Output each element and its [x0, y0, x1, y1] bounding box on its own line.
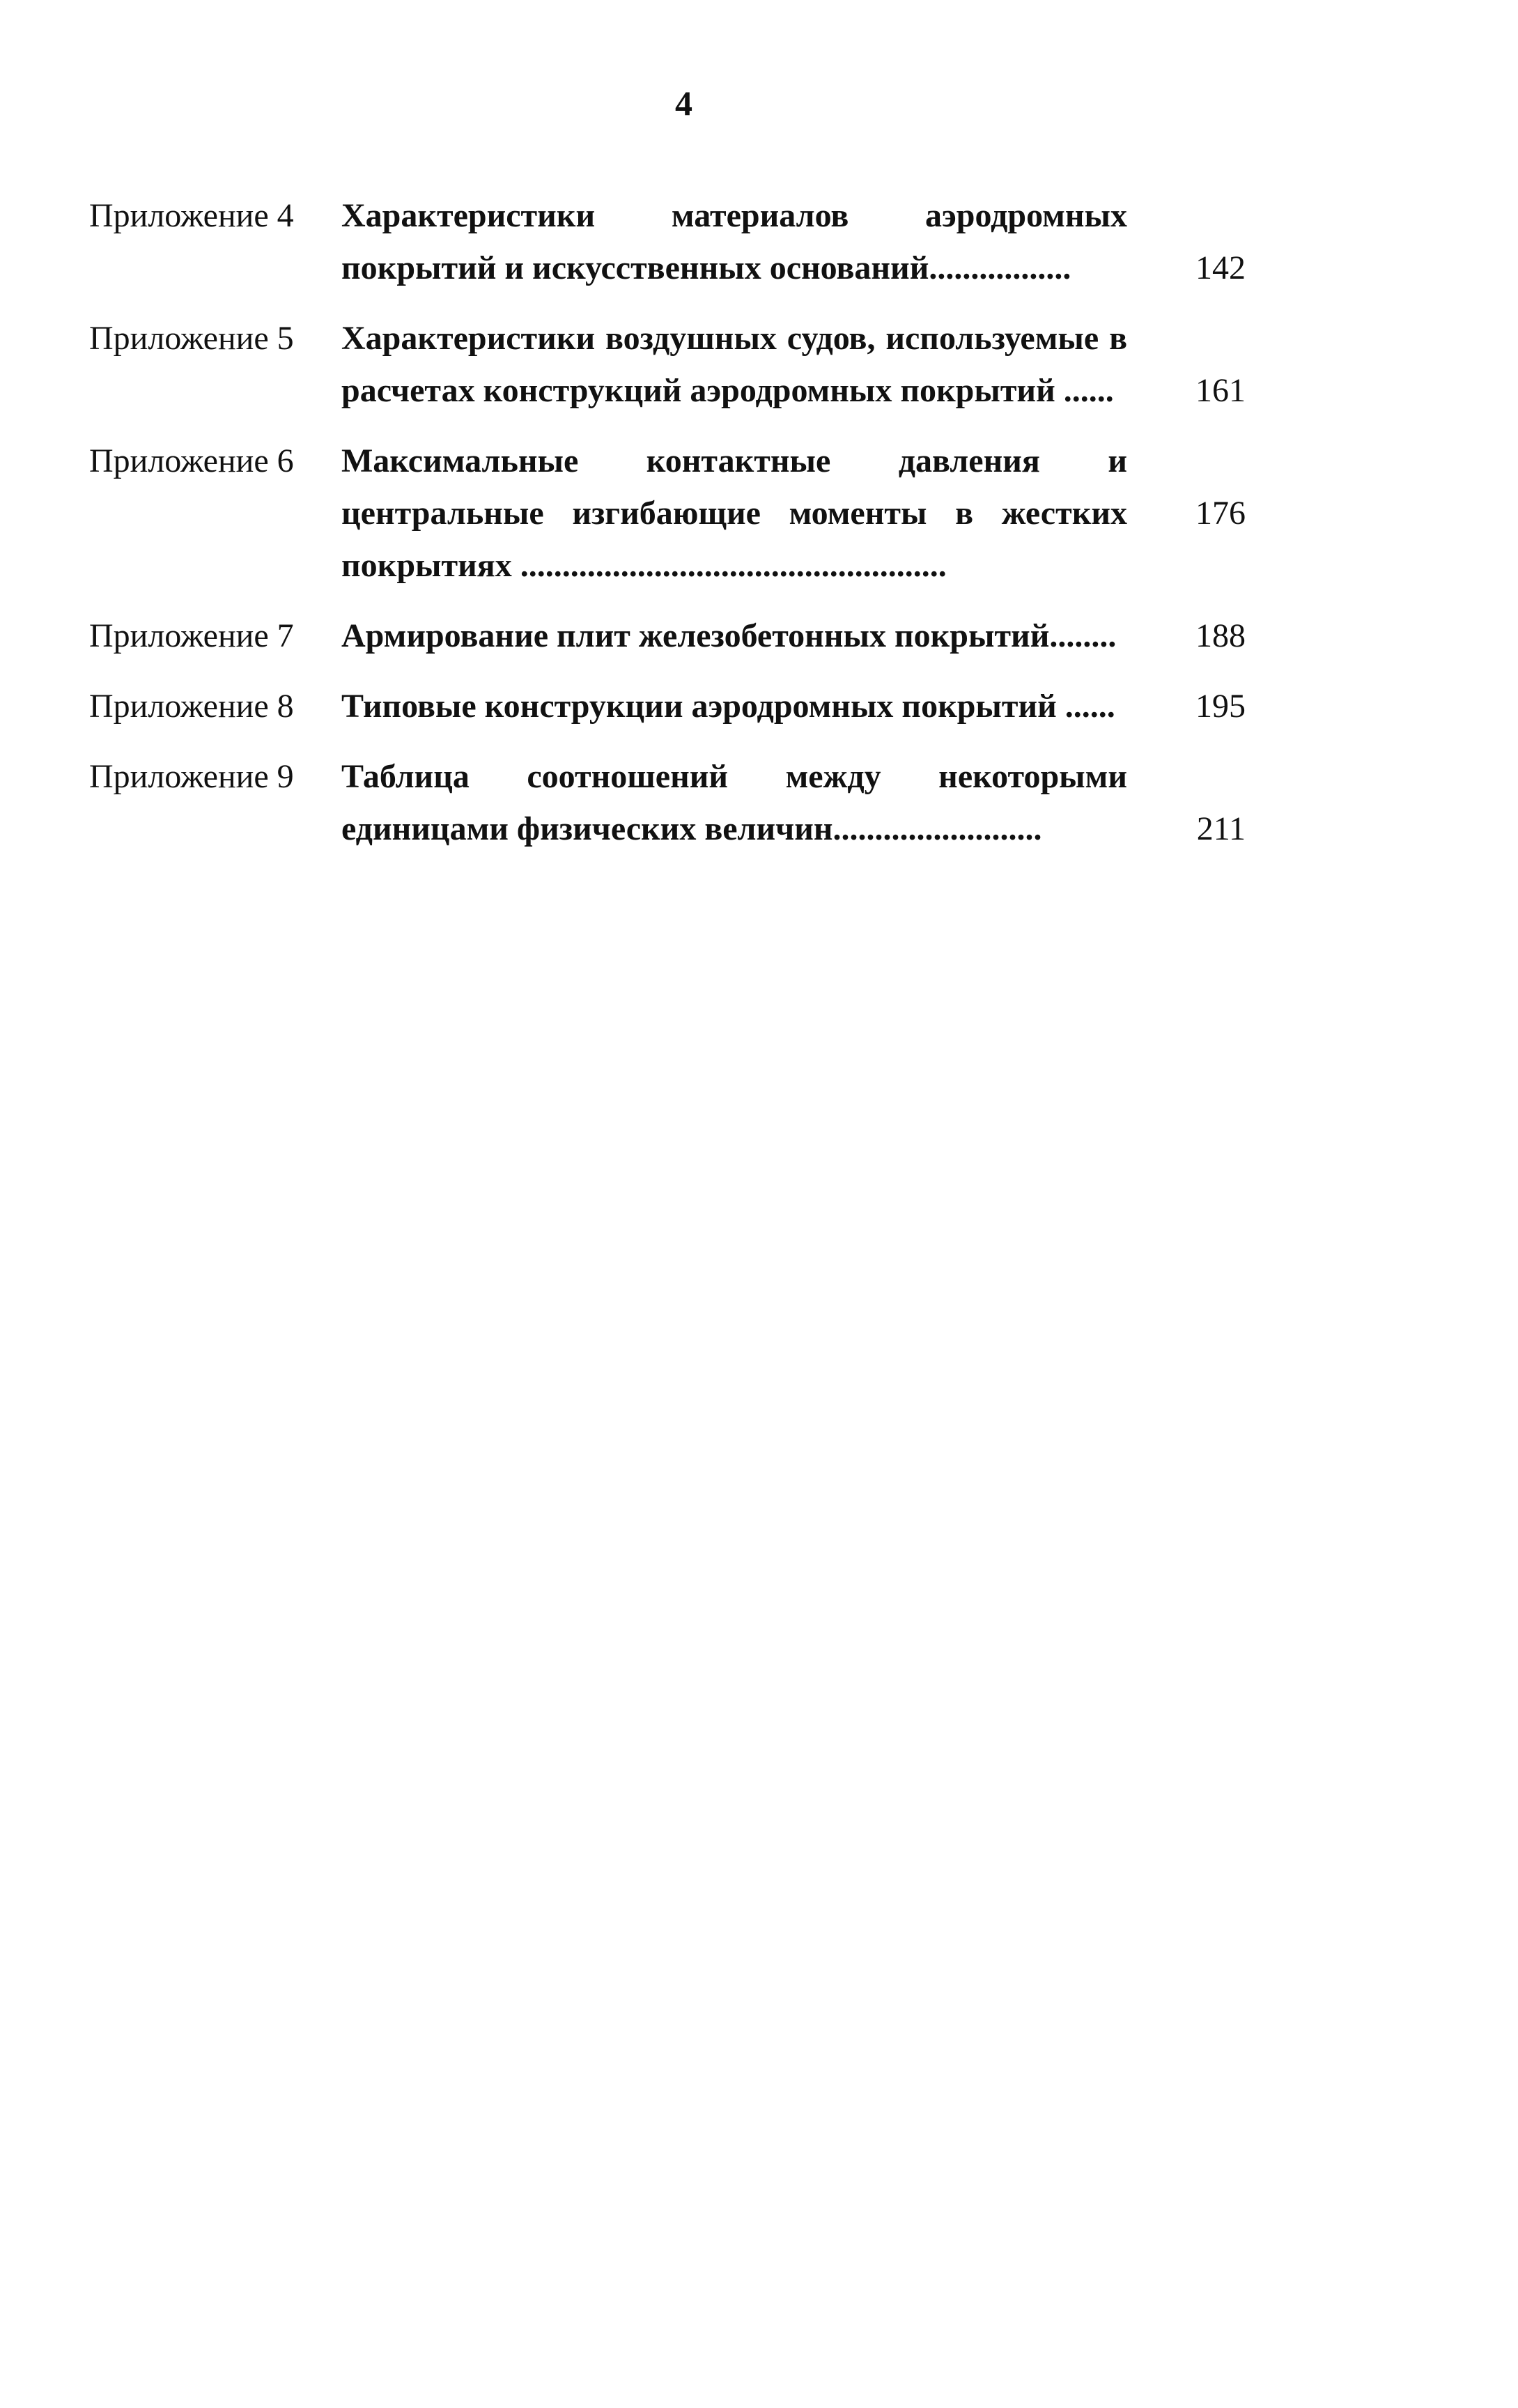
toc-entry-title-line: Таблица соотношений между некоторыми	[341, 758, 1127, 795]
toc-entry-title-line: Характеристики материалов аэродромных	[341, 197, 1127, 234]
toc-entry-page-number: 188	[1195, 617, 1246, 654]
toc-entry-page-number: 211	[1196, 810, 1246, 847]
toc-entry-label: Приложение 7	[89, 617, 294, 654]
toc-entry-label: Приложение 8	[89, 688, 294, 725]
page-number: 4	[675, 84, 692, 123]
toc-entry-title	[341, 312, 1127, 417]
toc-entry-title-line: покрытий и искусственных оснований.................	[341, 249, 1071, 286]
toc-entry-page-wrap	[1127, 680, 1246, 732]
toc-entry-label: Приложение 5	[89, 320, 294, 357]
toc-entry-label: Приложение 9	[89, 758, 294, 795]
toc-entry-page-wrap	[1127, 312, 1246, 417]
toc-entry-appendix-9[interactable]	[89, 750, 1246, 855]
toc-entry-appendix-5[interactable]	[89, 312, 1246, 417]
toc-entry-title-line: Максимальные контактные давления и	[341, 442, 1127, 479]
toc-entry-appendix-7[interactable]	[89, 610, 1246, 662]
toc-entry-title	[341, 680, 1127, 732]
toc-entry-page-wrap	[1127, 750, 1246, 855]
toc-entry-label: Приложение 6	[89, 442, 294, 479]
toc-entry-label: Приложение 4	[89, 197, 294, 234]
toc-entry-page-wrap	[1127, 435, 1246, 592]
table-of-contents	[89, 190, 1246, 873]
toc-entry-title-line: Типовые конструкции аэродромных покрытий ......	[341, 688, 1115, 725]
toc-entry-appendix-4[interactable]	[89, 190, 1246, 294]
toc-entry-title	[341, 610, 1127, 662]
toc-entry-title	[341, 750, 1127, 855]
toc-entry-appendix-6[interactable]	[89, 435, 1246, 592]
toc-entry-page-number: 161	[1195, 372, 1246, 409]
toc-entry-page-number: 142	[1195, 249, 1246, 286]
toc-entry-page-number: 195	[1195, 688, 1246, 725]
toc-entry-title	[341, 190, 1127, 294]
toc-entry-title-line: центральные изгибающие моменты в жестких	[341, 495, 1127, 532]
toc-entry-title-line: единицами физических величин.........................	[341, 810, 1042, 847]
toc-entry-appendix-8[interactable]	[89, 680, 1246, 732]
toc-entry-title-line: Характеристики воздушных судов, используемые в	[341, 320, 1127, 357]
toc-entry-page-number: 176	[1195, 495, 1246, 532]
toc-entry-title-line: расчетах конструкций аэродромных покрытий ......	[341, 372, 1114, 409]
toc-entry-page-wrap	[1127, 190, 1246, 294]
toc-entry-page-wrap	[1127, 610, 1246, 662]
toc-entry-title-line: покрытиях ...................................................	[341, 547, 947, 584]
toc-entry-title	[341, 435, 1127, 592]
toc-entry-title-line: Армирование плит железобетонных покрытий........	[341, 617, 1117, 654]
